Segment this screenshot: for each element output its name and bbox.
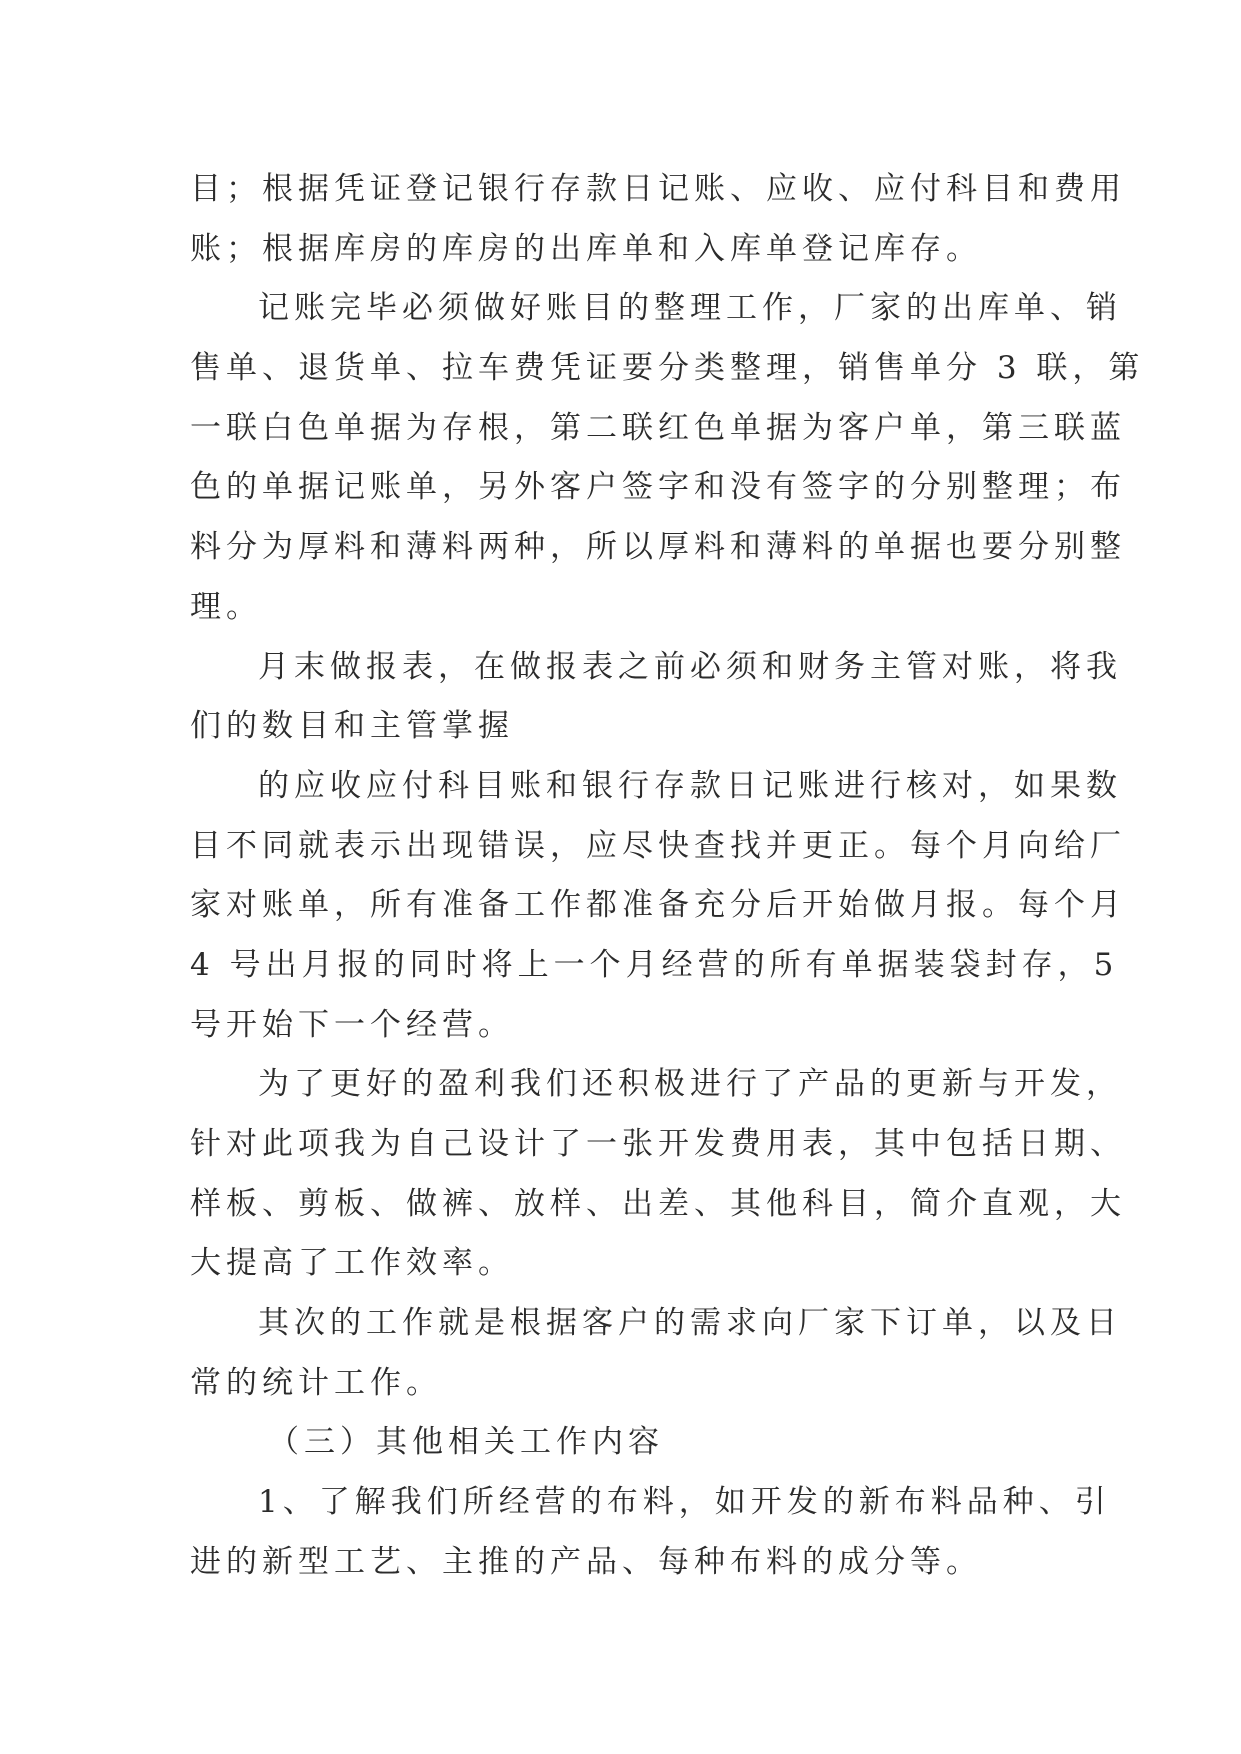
text-line: 售单、退货单、拉车费凭证要分类整理，销售单分 3 联，第 bbox=[190, 350, 1145, 387]
paragraph-start-line: 为了更好的盈利我们还积极进行了产品的更新与开发， bbox=[258, 1066, 1122, 1103]
text-line: 号开始下一个经营。 bbox=[190, 1006, 514, 1043]
text-line: 们的数目和主管掌握 bbox=[190, 708, 514, 745]
text-line: 色的单据记账单，另外客户签字和没有签字的分别整理；布 bbox=[190, 469, 1126, 506]
text-line: 账；根据库房的库房的出库单和入库单登记库存。 bbox=[190, 230, 982, 267]
text-line: 4 号出月报的同时将上一个月经营的所有单据装袋封存，5 bbox=[190, 946, 1119, 983]
text-line: 针对此项我为自己设计了一张开发费用表，其中包括日期、 bbox=[190, 1126, 1126, 1162]
paragraph-start-line: 1、了解我们所经营的布料，如开发的新布料品种、引 bbox=[258, 1484, 1111, 1521]
text-line: 常的统计工作。 bbox=[190, 1364, 442, 1401]
text-line: 目不同就表示出现错误，应尽快查找并更正。每个月向给厂 bbox=[190, 827, 1126, 864]
text-line: 家对账单，所有准备工作都准备充分后开始做月报。每个月 bbox=[190, 887, 1126, 924]
paragraph-start-line: 月末做报表，在做报表之前必须和财务主管对账，将我 bbox=[258, 648, 1122, 685]
text-line: 目；根据凭证登记银行存款日记账、应收、应付科目和费用 bbox=[190, 171, 1126, 207]
text-line: 一联白色单据为存根，第二联红色单据为客户单，第三联蓝 bbox=[190, 409, 1126, 446]
text-line: 理。 bbox=[190, 588, 262, 625]
paragraph-start-line: 的应收应付科目账和银行存款日记账进行核对，如果数 bbox=[258, 767, 1122, 804]
paragraph-start-line: 记账完毕必须做好账目的整理工作，厂家的出库单、销 bbox=[258, 290, 1122, 327]
text-line: 大提高了工作效率。 bbox=[190, 1245, 514, 1282]
paragraph-start-line: 其次的工作就是根据客户的需求向厂家下订单，以及日 bbox=[258, 1305, 1122, 1342]
document-body bbox=[190, 160, 1145, 1593]
text-line: 进的新型工艺、主推的产品、每种布料的成分等。 bbox=[190, 1543, 982, 1580]
text-line: 料分为厚料和薄料两种，所以厚料和薄料的单据也要分别整 bbox=[190, 529, 1126, 566]
section-heading: （三）其他相关工作内容 bbox=[268, 1424, 664, 1461]
text-line: 样板、剪板、做裤、放样、出差、其他科目，简介直观，大 bbox=[190, 1185, 1126, 1222]
